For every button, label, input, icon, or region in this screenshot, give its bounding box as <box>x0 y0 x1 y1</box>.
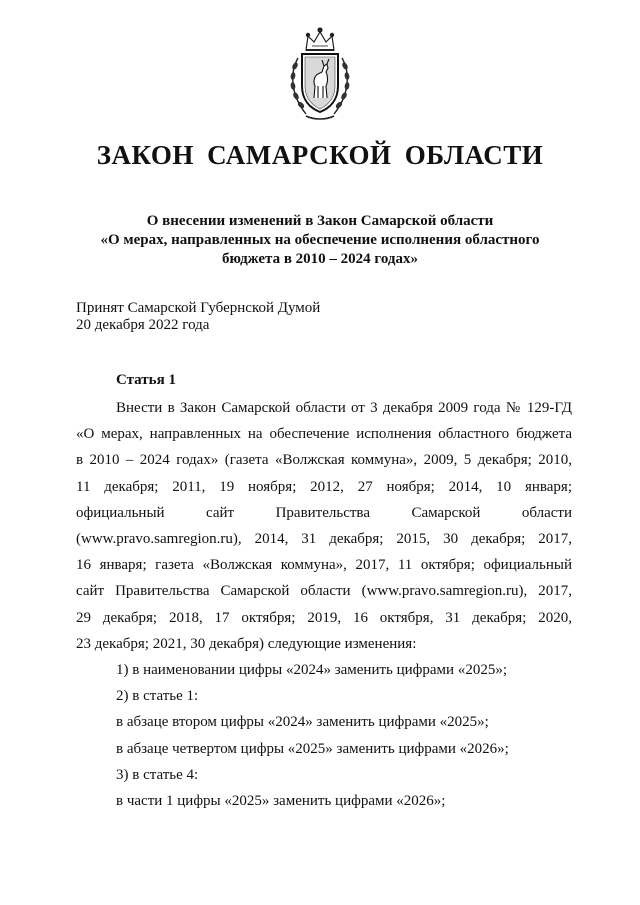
amendment-item: 3) в статье 4: <box>116 766 199 783</box>
article-heading: Статья 1 <box>116 372 176 388</box>
law-title: ЗАКОН САМАРСКОЙ ОБЛАСТИ <box>96 140 544 170</box>
subtitle-line: бюджета в 2010 – 2024 годах» <box>221 251 419 267</box>
amendment-item: в абзаце четвертом цифры «2025» заменить цифрами «2026»; <box>116 740 509 757</box>
amendment-item: в абзаце втором цифры «2024» заменить цифрами «2025»; <box>116 714 489 731</box>
adoption-date: 20 декабря 2022 года <box>76 317 210 333</box>
article-text-line: 23 декабря; 2021, 30 декабря) следующие изменения: <box>76 635 417 652</box>
amendment-item: 1) в наименовании цифры «2024» заменить цифрами «2025»; <box>116 662 507 679</box>
article-body <box>76 395 572 814</box>
article-text-line: 11 декабря; 2011, 19 ноября; 2012, 27 ноября; 2014, 10 января; <box>76 478 572 495</box>
adoption-line: Принят Самарской Губернской Думой <box>76 300 321 316</box>
article-text-line: (www.pravo.samregion.ru), 2014, 31 декабря; 2015, 30 декабря; 2017, <box>76 531 572 548</box>
amendment-item: в части 1 цифры «2025» заменить цифрами «2026»; <box>116 793 446 810</box>
law-subtitle <box>60 212 580 269</box>
article-text-line: официальный сайт Правительства Самарской области <box>76 504 572 521</box>
article-text-line: 16 января; газета «Волжская коммуна», 2017, 11 октября; официальный <box>76 557 572 574</box>
article-text-line: сайт Правительства Самарской области (www.pravo.samregion.ru), 2017, <box>76 583 572 600</box>
crown-icon <box>306 28 334 50</box>
amendment-item: 2) в статье 1: <box>116 688 199 705</box>
article-text-line: 29 декабря; 2018, 17 октября; 2019, 16 октября, 31 декабря; 2020, <box>76 609 572 626</box>
article-text-line: в 2010 – 2024 годах» (газета «Волжская коммуна», 2009, 5 декабря; 2010, <box>76 452 572 469</box>
ribbon-icon <box>306 116 334 119</box>
subtitle-line: О внесении изменений в Закон Самарской области <box>146 213 494 229</box>
coat-of-arms-emblem <box>284 24 356 124</box>
article-text-line: «О мерах, направленных на обеспечение исполнения областного бюджета <box>76 426 572 443</box>
article-text-line: Внести в Закон Самарской области от 3 декабря 2009 года № 129-ГД <box>116 400 572 416</box>
adoption-info <box>76 300 320 334</box>
subtitle-line: «О мерах, направленных на обеспечение исполнения областного <box>100 232 540 248</box>
